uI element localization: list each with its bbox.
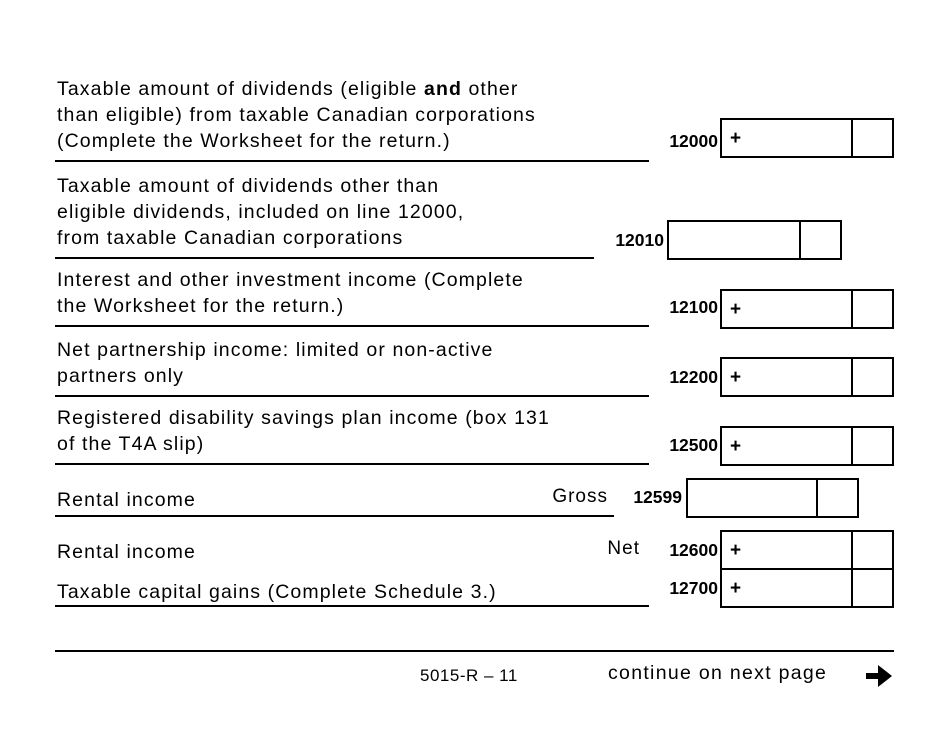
gross-label: Gross	[552, 486, 608, 507]
plus-sign: +	[730, 436, 742, 457]
line-12200-description	[57, 337, 493, 389]
description-bold-text: and	[424, 78, 462, 100]
description-text: other	[461, 78, 519, 100]
description-text: Registered disability savings plan income (box 131	[57, 407, 550, 429]
description-text: Taxable amount of dividends other than	[57, 175, 440, 197]
net-label: Net	[607, 538, 640, 559]
amount-field-12100[interactable]	[720, 289, 894, 329]
description-text: Interest and other investment income (Complete	[57, 269, 524, 291]
description-text: (Complete the Worksheet for the return.)	[57, 130, 451, 152]
description-text: partners only	[57, 365, 185, 387]
line-number-12599: 12599	[633, 487, 682, 507]
amount-field-12600[interactable]	[720, 530, 894, 570]
dollars-cell[interactable]	[722, 428, 853, 464]
line-number-12200: 12200	[669, 367, 718, 387]
underline	[55, 605, 649, 607]
underline	[55, 515, 614, 517]
continue-on-next-page: continue on next page	[608, 662, 828, 684]
line-12599-description	[57, 487, 196, 513]
plus-sign: +	[730, 367, 742, 388]
amount-field-12599[interactable]	[686, 478, 859, 518]
dollars-cell[interactable]	[688, 480, 818, 516]
right-arrow-icon	[864, 664, 894, 688]
amount-field-12200[interactable]	[720, 357, 894, 397]
description-text: the Worksheet for the return.)	[57, 295, 345, 317]
line-12600-description	[57, 539, 196, 565]
plus-sign: +	[730, 299, 742, 320]
page-number: 5015-R – 11	[420, 666, 518, 685]
description-text: Net partnership income: limited or non-active	[57, 339, 494, 361]
description-text: eligible dividends, included on line 12000,	[57, 201, 465, 223]
line-12010-description	[57, 173, 464, 251]
description-text: of the T4A slip)	[57, 433, 205, 455]
dollars-cell[interactable]	[722, 359, 853, 395]
underline	[55, 257, 594, 259]
description-text: Taxable amount of dividends (eligible	[57, 78, 424, 100]
dollars-cell[interactable]	[722, 532, 853, 568]
plus-sign: +	[730, 540, 742, 561]
line-number-12600: 12600	[669, 540, 718, 560]
plus-sign: +	[730, 128, 742, 149]
line-number-12100: 12100	[669, 297, 718, 317]
amount-field-12700[interactable]	[720, 568, 894, 608]
line-12500-description	[57, 405, 550, 457]
description-text: Rental income	[57, 489, 196, 511]
amount-field-12010[interactable]	[667, 220, 842, 260]
line-number-12000: 12000	[669, 131, 718, 151]
line-number-12500: 12500	[669, 435, 718, 455]
description-text: Rental income	[57, 541, 196, 563]
underline	[55, 395, 649, 397]
line-12100-description	[57, 267, 524, 319]
underline	[55, 325, 649, 327]
description-text: than eligible) from taxable Canadian corporations	[57, 104, 536, 126]
underline	[55, 463, 649, 465]
line-12000-description	[57, 76, 536, 154]
plus-sign: +	[730, 578, 742, 599]
footer-rule	[55, 650, 894, 652]
dollars-cell[interactable]	[722, 291, 853, 327]
amount-field-12000[interactable]	[720, 118, 894, 158]
amount-field-12500[interactable]	[720, 426, 894, 466]
line-12700-description	[57, 579, 497, 605]
description-text: Taxable capital gains (Complete Schedule 3.)	[57, 581, 497, 603]
description-text: from taxable Canadian corporations	[57, 227, 404, 249]
line-number-12010: 12010	[615, 230, 664, 250]
line-number-12700: 12700	[669, 578, 718, 598]
dollars-cell[interactable]	[669, 222, 801, 258]
dollars-cell[interactable]	[722, 570, 853, 606]
underline	[55, 160, 649, 162]
dollars-cell[interactable]	[722, 120, 853, 156]
